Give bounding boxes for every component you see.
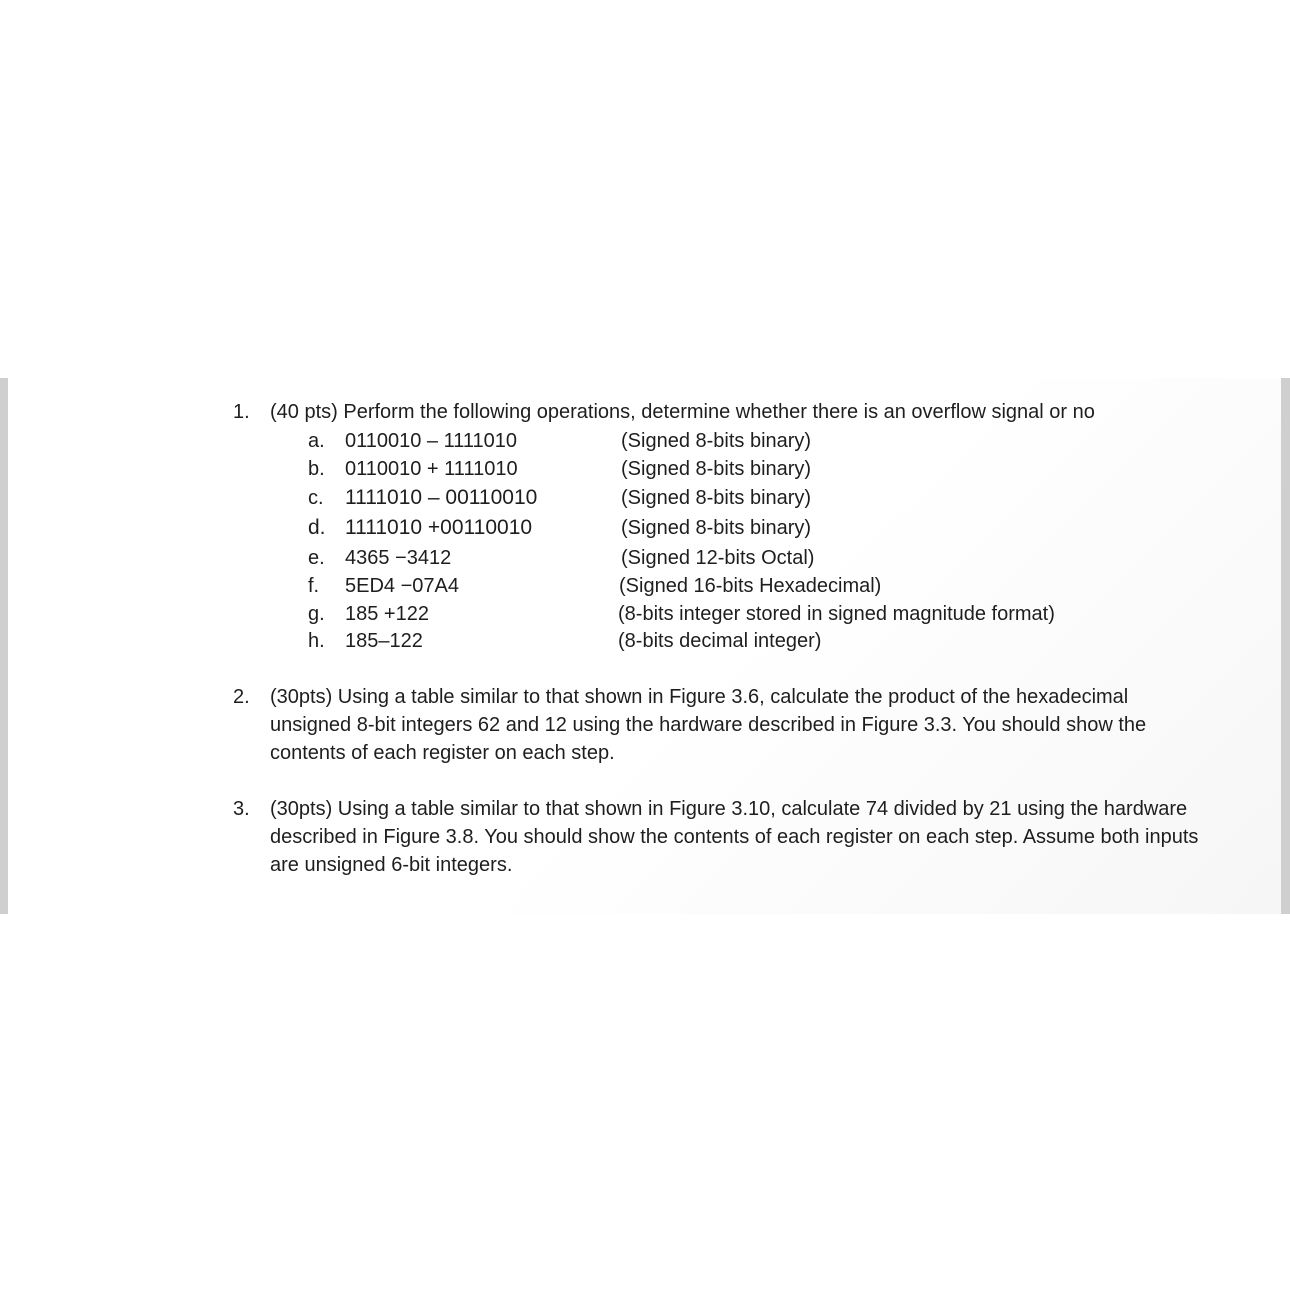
subpart-a — [308, 427, 1108, 455]
subpart-note: (Signed 16-bits Hexadecimal) — [619, 575, 882, 597]
subpart-operation: 185 +122 — [345, 603, 429, 625]
subpart-operation: 1111010 – 00110010 — [345, 486, 538, 509]
subpart-letter: d. — [308, 516, 326, 539]
question-text: (40 pts) Perform the following operations, determine whether there is an overflow signal or no — [270, 401, 1095, 423]
subpart-d — [308, 514, 1108, 542]
question-number: 2. — [233, 686, 250, 708]
page-edge-left — [0, 378, 8, 914]
subpart-note: (Signed 12-bits Octal) — [621, 547, 815, 569]
subpart-note: (Signed 8-bits binary) — [621, 487, 812, 509]
subpart-f — [308, 572, 1108, 600]
page-edge-right — [1281, 378, 1290, 914]
subpart-letter: b. — [308, 458, 325, 480]
question-text: (30pts) Using a table similar to that shown in Figure 3.6, calculate the product of the hexadecimal unsigned 8-bit integers 62 and 12 using the hardware described in Figure 3.3. You should show the contents of each register on each step. — [270, 686, 1147, 764]
subpart-letter: e. — [308, 547, 325, 569]
subpart-b — [308, 455, 1108, 483]
subpart-letter: c. — [308, 487, 324, 509]
subpart-note: (Signed 8-bits binary) — [621, 430, 812, 452]
subpart-g — [308, 600, 1108, 628]
subpart-e — [308, 544, 1108, 572]
subpart-note: (Signed 8-bits binary) — [621, 517, 812, 539]
question-number: 3. — [233, 798, 250, 820]
subpart-operation: 5ED4 −07A4 — [345, 575, 459, 597]
subpart-note: (8-bits integer stored in signed magnitude format) — [618, 603, 1055, 625]
subpart-h — [308, 627, 1108, 655]
question-number: 1. — [233, 401, 250, 423]
subpart-operation: 0110010 + 1111010 — [345, 458, 518, 480]
subpart-note: (Signed 8-bits binary) — [621, 458, 812, 480]
subpart-letter: a. — [308, 430, 325, 452]
subpart-operation: 1111010 +00110010 — [345, 516, 533, 539]
subpart-letter: g. — [308, 603, 325, 625]
subpart-note: (8-bits decimal integer) — [618, 630, 822, 652]
subpart-letter: f. — [308, 575, 320, 597]
subpart-c — [308, 484, 1108, 512]
subpart-letter: h. — [308, 630, 325, 652]
question-text: (30pts) Using a table similar to that shown in Figure 3.10, calculate 74 divided by 21 using the hardware described in Figure 3.8. You should show the contents of each register on each step. Assume both inputs are unsigned 6-bit integers. — [270, 798, 1199, 876]
subpart-operation: 4365 −3412 — [345, 547, 452, 569]
subpart-operation: 185–122 — [345, 630, 423, 652]
subpart-operation: 0110010 – 1111010 — [345, 430, 518, 452]
